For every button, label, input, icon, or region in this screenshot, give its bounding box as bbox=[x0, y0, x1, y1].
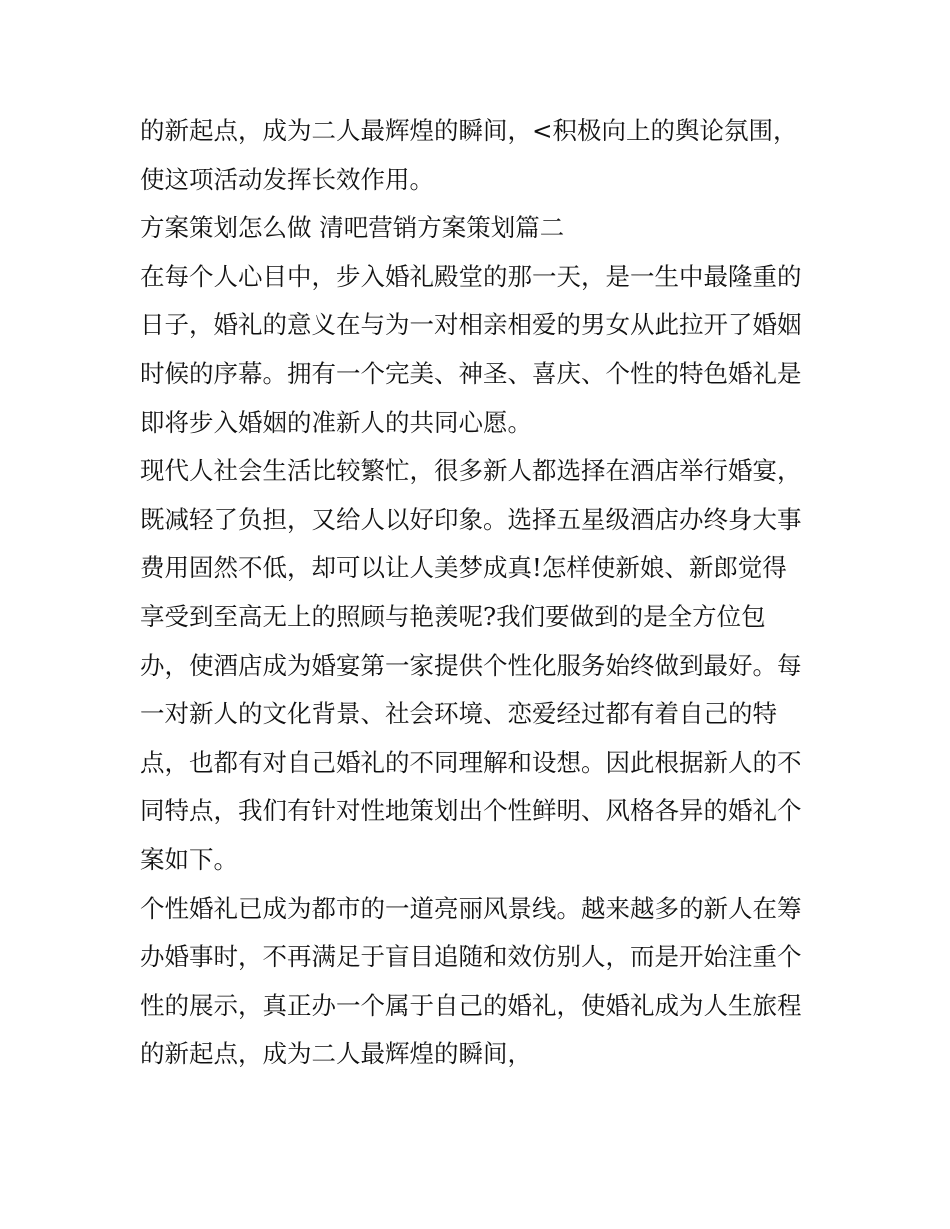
text-line: 案如下。 bbox=[140, 844, 238, 874]
text-line: 一对新人的文化背景、社会环境、恋爱经过都有着自己的特 bbox=[140, 699, 777, 729]
text-line: 既减轻了负担，又给人以好印象。选择五星级酒店办终身大事 bbox=[140, 504, 802, 534]
text-line: 时候的序幕。拥有一个完美、神圣、喜庆、个性的特色婚礼是 bbox=[140, 358, 802, 388]
text-line: 使这项活动发挥长效作用。 bbox=[140, 164, 434, 194]
text-line: 日子，婚礼的意义在与为一对相亲相爱的男女从此拉开了婚姻 bbox=[140, 310, 802, 340]
text-line: 的新起点，成为二人最辉煌的瞬间， bbox=[140, 1039, 532, 1069]
section-heading: 方案策划怎么做 清吧营销方案策划篇二 bbox=[140, 213, 565, 243]
document-body bbox=[140, 107, 830, 1079]
text-line: 性的展示，真正办一个属于自己的婚礼，使婚礼成为人生旅程 bbox=[140, 990, 802, 1020]
text-line: 在每个人心目中，步入婚礼殿堂的那一天，是一生中最隆重的 bbox=[140, 261, 802, 291]
text-line: 同特点，我们有针对性地策划出个性鲜明、风格各异的婚礼个 bbox=[140, 796, 802, 826]
text-line: 点，也都有对自己婚礼的不同理解和设想。因此根据新人的不 bbox=[140, 747, 802, 777]
text-line: 费用固然不低，却可以让人美梦成真!怎样使新娘、新郎觉得 bbox=[140, 553, 787, 583]
text-line: 享受到至高无上的照顾与艳羡呢?我们要做到的是全方位包 bbox=[140, 601, 766, 631]
text-line: 办，使酒店成为婚宴第一家提供个性化服务始终做到最好。每 bbox=[140, 650, 802, 680]
text-line: 现代人社会生活比较繁忙，很多新人都选择在酒店举行婚宴， bbox=[140, 456, 802, 486]
text-line: 的新起点，成为二人最辉煌的瞬间，<积极向上的舆论氛围， bbox=[140, 116, 798, 145]
text-line: 办婚事时，不再满足于盲目追随和效仿别人，而是开始注重个 bbox=[140, 942, 802, 972]
text-line: 个性婚礼已成为都市的一道亮丽风景线。越来越多的新人在筹 bbox=[140, 893, 802, 923]
text-line: 即将步入婚姻的准新人的共同心愿。 bbox=[140, 407, 532, 437]
